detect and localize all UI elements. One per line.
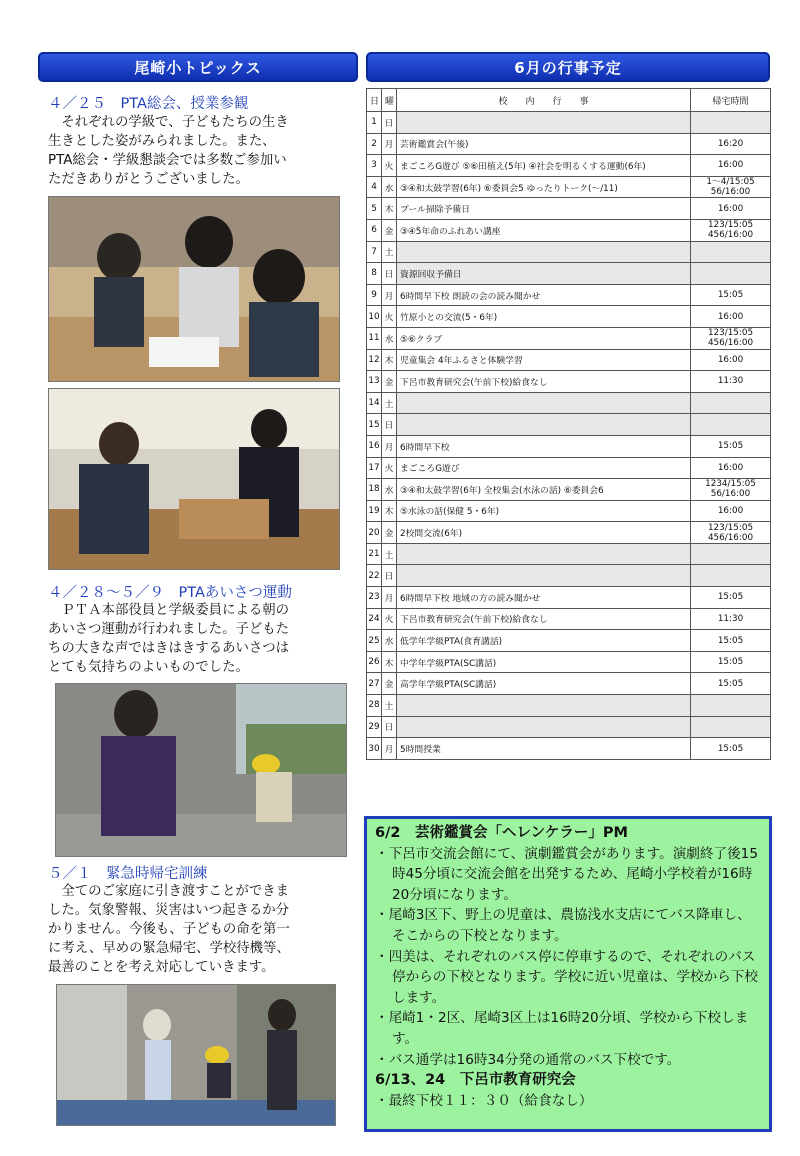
event-cell: 6時間早下校 地域の方の読み聞かせ <box>397 587 691 609</box>
return-time-cell: 16:00 <box>691 198 771 220</box>
return-time-cell: 1234/15:05 56/16:00 <box>691 479 771 501</box>
topic-line: に考え、早めの緊急帰宅、学校待機等、 <box>48 941 290 956</box>
topic-line: 最善のことを考え対応していきます。 <box>48 960 275 975</box>
table-row <box>367 479 771 501</box>
return-time-cell: 16:00 <box>691 457 771 479</box>
event-cell <box>397 392 691 414</box>
day-cell: 19 <box>367 500 382 522</box>
return-time-cell <box>691 565 771 587</box>
topic-line: ちの大きな声ではきはきするあいさつは <box>48 641 290 656</box>
weekday-cell: 水 <box>382 176 397 198</box>
weekday-cell: 火 <box>382 608 397 630</box>
notice-item: ・尾崎3区下、野上の児童は、農協浅水支店にてバス降車し、そこからの下校となります。 <box>375 907 751 944</box>
table-row <box>367 133 771 155</box>
topic-line: 生きとした姿がみられました。また、 <box>48 134 276 149</box>
event-cell: 2校間交流(6年) <box>397 522 691 544</box>
june-schedule-table <box>366 88 771 760</box>
notice-heading-1: 6/2 芸術鑑賞会「ヘレンケラー」PM <box>375 825 628 841</box>
event-cell: 高学年学級PTA(SC講話) <box>397 673 691 695</box>
event-cell: まごころG遊び <box>397 457 691 479</box>
weekday-cell: 土 <box>382 543 397 565</box>
notice-box <box>364 816 772 1132</box>
topic-line: ただきありがとうございました。 <box>48 172 249 187</box>
table-row <box>367 414 771 436</box>
event-cell: ③④和太鼓学習(6年) ⑥委員会5 ゆったりトーク(～/11) <box>397 176 691 198</box>
return-time-cell: 15:05 <box>691 435 771 457</box>
day-cell: 15 <box>367 414 382 436</box>
event-cell <box>397 543 691 565</box>
event-cell: 資源回収予備日 <box>397 263 691 285</box>
return-time-cell: 1～4/15:05 56/16:00 <box>691 176 771 198</box>
weekday-cell: 水 <box>382 479 397 501</box>
event-cell <box>397 716 691 738</box>
table-row <box>367 371 771 393</box>
col-day: 日 <box>367 89 382 112</box>
day-cell: 14 <box>367 392 382 414</box>
col-events: 校 内 行 事 <box>397 89 691 112</box>
schedule-header: 6月の行事予定 <box>366 52 770 82</box>
day-cell: 17 <box>367 457 382 479</box>
notice-item: ・下呂市交流会館にて、演劇鑑賞会があります。演劇終了後15時45分頃に交流会館を出発するため、尾崎小学校着が16時20分頃になります。 <box>375 845 758 903</box>
event-cell: 竹原小との交流(5・6年) <box>397 306 691 328</box>
weekday-cell: 月 <box>382 133 397 155</box>
weekday-cell: 月 <box>382 587 397 609</box>
event-cell: 6時間早下校 朗読の会の読み聞かせ <box>397 284 691 306</box>
day-cell: 13 <box>367 371 382 393</box>
weekday-cell: 土 <box>382 241 397 263</box>
weekday-cell: 金 <box>382 522 397 544</box>
day-cell: 22 <box>367 565 382 587</box>
day-cell: 9 <box>367 284 382 306</box>
day-cell: 16 <box>367 435 382 457</box>
event-cell: ⑤⑥クラブ <box>397 327 691 349</box>
notice-item: ・最終下校１１：３０（給食なし） <box>375 1092 593 1109</box>
return-time-cell: 15:05 <box>691 587 771 609</box>
day-cell: 5 <box>367 198 382 220</box>
weekday-cell: 火 <box>382 306 397 328</box>
event-cell: 中学年学級PTA(SC講話) <box>397 651 691 673</box>
table-row <box>367 112 771 134</box>
classroom-visit-photo <box>48 196 340 382</box>
table-row <box>367 500 771 522</box>
topic-line: ＰＴＡ本部役員と学級委員による朝の <box>48 603 290 618</box>
event-cell <box>397 241 691 263</box>
weekday-cell: 木 <box>382 349 397 371</box>
day-cell: 20 <box>367 522 382 544</box>
table-row <box>367 522 771 544</box>
return-time-cell: 15:05 <box>691 651 771 673</box>
return-time-cell: 15:05 <box>691 630 771 652</box>
topic-line: あいさつ運動が行われました。子どもた <box>48 622 290 637</box>
event-cell <box>397 414 691 436</box>
event-cell: 下呂市教育研究会(午前下校)給食なし <box>397 608 691 630</box>
notice-item: ・尾崎1・2区、尾崎3区上は16時20分頃、学校から下校します。 <box>375 1010 749 1047</box>
day-cell: 4 <box>367 176 382 198</box>
pta-meeting-photo <box>48 388 340 570</box>
return-time-cell <box>691 716 771 738</box>
return-time-cell: 16:00 <box>691 349 771 371</box>
return-time-cell: 15:05 <box>691 284 771 306</box>
day-cell: 3 <box>367 155 382 177</box>
weekday-cell: 土 <box>382 695 397 717</box>
weekday-cell: 水 <box>382 630 397 652</box>
event-cell: ③④5年命のふれあい講座 <box>397 219 691 241</box>
topic-2-body <box>48 601 348 677</box>
topic-1-body <box>48 113 348 189</box>
weekday-cell: 木 <box>382 198 397 220</box>
topic-line: PTA総会・学級懇談会では多数ご参加い <box>48 153 287 168</box>
table-row <box>367 565 771 587</box>
return-time-cell <box>691 543 771 565</box>
table-header-row <box>367 89 771 112</box>
col-return-time: 帰宅時間 <box>691 89 771 112</box>
return-time-cell <box>691 263 771 285</box>
notice-item: ・四美は、それぞれのバス停に停車するので、それぞれのバス停からの下校となります。学校に近い児童は、学校から下校します。 <box>375 948 758 1006</box>
weekday-cell: 火 <box>382 457 397 479</box>
day-cell: 1 <box>367 112 382 134</box>
table-row <box>367 651 771 673</box>
return-time-cell: 15:05 <box>691 738 771 760</box>
weekday-cell: 金 <box>382 673 397 695</box>
return-time-cell: 16:00 <box>691 306 771 328</box>
notice-item: ・バス通学は16時34分発の通常のバス下校です。 <box>375 1051 681 1068</box>
event-cell: プール掃除予備日 <box>397 198 691 220</box>
table-row <box>367 608 771 630</box>
event-cell: 下呂市教育研究会(午前下校)給食なし <box>397 371 691 393</box>
weekday-cell: 月 <box>382 435 397 457</box>
weekday-cell: 月 <box>382 284 397 306</box>
event-cell: 6時間早下校 <box>397 435 691 457</box>
table-row <box>367 327 771 349</box>
day-cell: 6 <box>367 219 382 241</box>
return-time-cell <box>691 112 771 134</box>
table-row <box>367 284 771 306</box>
weekday-cell: 月 <box>382 738 397 760</box>
topic-line: それぞれの学級で、子どもたちの生き <box>48 115 289 130</box>
day-cell: 2 <box>367 133 382 155</box>
table-row <box>367 738 771 760</box>
event-cell <box>397 112 691 134</box>
event-cell: 児童集会 4年ふるさと体験学習 <box>397 349 691 371</box>
table-row <box>367 155 771 177</box>
table-row <box>367 435 771 457</box>
return-time-cell <box>691 392 771 414</box>
day-cell: 10 <box>367 306 382 328</box>
day-cell: 27 <box>367 673 382 695</box>
return-time-cell: 11:30 <box>691 371 771 393</box>
table-row <box>367 587 771 609</box>
weekday-cell: 土 <box>382 392 397 414</box>
day-cell: 18 <box>367 479 382 501</box>
event-cell: 低学年学級PTA(食育講話) <box>397 630 691 652</box>
return-time-cell: 123/15:05 456/16:00 <box>691 219 771 241</box>
return-time-cell <box>691 414 771 436</box>
return-time-cell <box>691 241 771 263</box>
return-time-cell: 11:30 <box>691 608 771 630</box>
topics-header: 尾崎小トピックス <box>38 52 358 82</box>
weekday-cell: 水 <box>382 327 397 349</box>
day-cell: 12 <box>367 349 382 371</box>
weekday-cell: 日 <box>382 112 397 134</box>
table-row <box>367 543 771 565</box>
weekday-cell: 木 <box>382 500 397 522</box>
event-cell <box>397 695 691 717</box>
event-cell: まごころG遊び ⑤⑥田植え(5年) ④社会を明るくする運動(6年) <box>397 155 691 177</box>
greeting-campaign-photo <box>55 683 347 857</box>
table-row <box>367 673 771 695</box>
table-row <box>367 457 771 479</box>
col-weekday: 曜 <box>382 89 397 112</box>
notice-heading-2: 6/13、24 下呂市教育研究会 <box>375 1072 576 1089</box>
table-row <box>367 349 771 371</box>
table-row <box>367 176 771 198</box>
emergency-pickup-photo <box>56 984 336 1126</box>
topic-line: した。気象警報、災害はいつ起きるか分 <box>48 903 290 918</box>
day-cell: 30 <box>367 738 382 760</box>
weekday-cell: 日 <box>382 263 397 285</box>
topic-line: 全てのご家庭に引き渡すことができま <box>48 884 290 899</box>
topic-line: とても気持ちのよいものでした。 <box>48 660 249 675</box>
return-time-cell: 16:20 <box>691 133 771 155</box>
table-row <box>367 219 771 241</box>
day-cell: 23 <box>367 587 382 609</box>
return-time-cell: 15:05 <box>691 673 771 695</box>
table-row <box>367 630 771 652</box>
day-cell: 26 <box>367 651 382 673</box>
table-row <box>367 392 771 414</box>
day-cell: 11 <box>367 327 382 349</box>
event-cell <box>397 565 691 587</box>
day-cell: 28 <box>367 695 382 717</box>
day-cell: 29 <box>367 716 382 738</box>
table-row <box>367 716 771 738</box>
day-cell: 8 <box>367 263 382 285</box>
topic-1-title: ４／２５ PTA総会、授業参観 <box>48 96 249 112</box>
topic-2-title: ４／２８～５／９ PTAあいさつ運動 <box>48 585 292 601</box>
event-cell: ⑤水泳の話(保健 5・6年) <box>397 500 691 522</box>
table-row <box>367 695 771 717</box>
return-time-cell: 123/15:05 456/16:00 <box>691 522 771 544</box>
table-row <box>367 306 771 328</box>
table-row <box>367 198 771 220</box>
day-cell: 24 <box>367 608 382 630</box>
weekday-cell: 日 <box>382 414 397 436</box>
topic-3-title: ５／１ 緊急時帰宅訓練 <box>48 866 208 882</box>
return-time-cell <box>691 695 771 717</box>
weekday-cell: 日 <box>382 716 397 738</box>
weekday-cell: 木 <box>382 651 397 673</box>
table-row <box>367 241 771 263</box>
table-row <box>367 263 771 285</box>
weekday-cell: 金 <box>382 219 397 241</box>
event-cell: 5時間授業 <box>397 738 691 760</box>
return-time-cell: 123/15:05 456/16:00 <box>691 327 771 349</box>
weekday-cell: 日 <box>382 565 397 587</box>
topic-3-body <box>48 882 358 977</box>
return-time-cell: 16:00 <box>691 500 771 522</box>
day-cell: 7 <box>367 241 382 263</box>
return-time-cell: 16:00 <box>691 155 771 177</box>
weekday-cell: 金 <box>382 371 397 393</box>
event-cell: 芸術鑑賞会(午後) <box>397 133 691 155</box>
day-cell: 21 <box>367 543 382 565</box>
event-cell: ③④和太鼓学習(6年) 全校集会(水泳の話) ⑥委員会6 <box>397 479 691 501</box>
topic-line: かりません。今後も、子どもの命を第一 <box>48 922 290 937</box>
weekday-cell: 火 <box>382 155 397 177</box>
day-cell: 25 <box>367 630 382 652</box>
